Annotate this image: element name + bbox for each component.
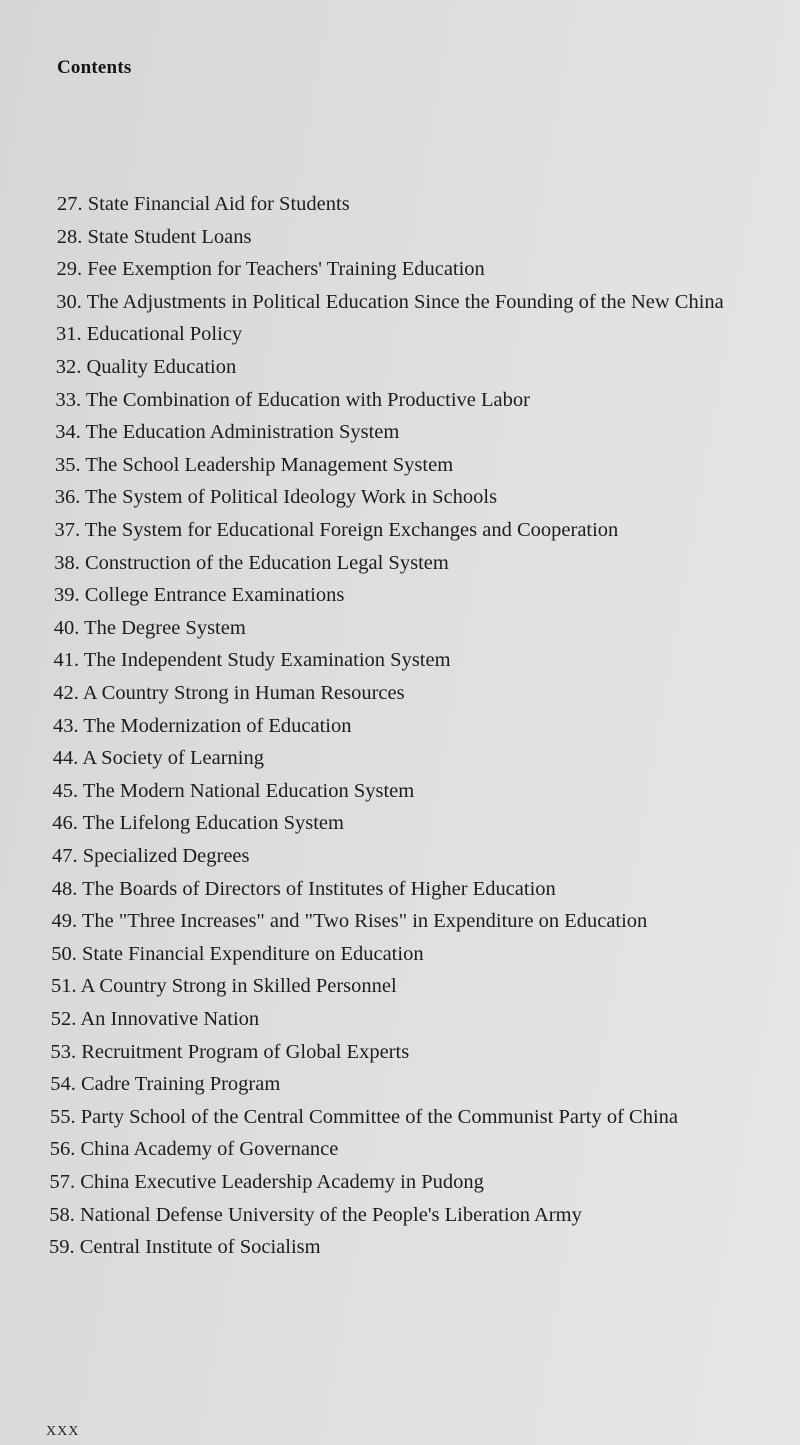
toc-entry: 45. The Modern National Education System (52, 779, 415, 802)
toc-entry: 50. State Financial Expenditure on Education (51, 942, 424, 965)
toc-entry: 46. The Lifelong Education System (52, 812, 344, 835)
toc-entry: 47. Specialized Degrees (52, 845, 250, 867)
toc-entry: 31. Educational Policy (56, 323, 243, 346)
toc-entry: 54. Cadre Training Program (50, 1073, 281, 1096)
toc-entry: 53. Recruitment Program of Global Experts (50, 1040, 410, 1063)
page-number: XXX (46, 1424, 80, 1439)
toc-entry: 33. The Combination of Education with Productive Labor (55, 388, 530, 411)
toc-entry: 57. China Executive Leadership Academy in Pudong (49, 1171, 484, 1193)
toc-entry: 35. The School Leadership Management System (55, 453, 454, 476)
toc-entry: 28. State Student Loans (56, 225, 252, 248)
toc-entry: 30. The Adjustments in Political Education Since the Founding of the New China (56, 290, 724, 313)
page-title: Contents (57, 57, 132, 78)
toc-entry: 52. An Innovative Nation (50, 1008, 260, 1030)
toc-entry: 42. A Country Strong in Human Resources (53, 682, 405, 704)
toc-entry: 39. College Entrance Examinations (54, 584, 345, 607)
toc-entry: 27. State Financial Aid for Students (57, 193, 350, 215)
toc-entry: 38. Construction of the Education Legal System (54, 551, 449, 574)
toc-entry: 41. The Independent Study Examination System (53, 649, 451, 672)
toc-entry: 32. Quality Education (55, 356, 237, 378)
toc-entry: 58. National Defense University of the People's Liberation Army (49, 1203, 582, 1226)
toc-entry: 51. A Country Strong in Skilled Personnel (51, 975, 397, 998)
toc-entry: 34. The Education Administration System (55, 421, 400, 444)
toc-entry: 59. Central Institute of Socialism (49, 1236, 321, 1259)
toc-entry: 37. The System for Educational Foreign Exchanges and Cooperation (54, 519, 619, 541)
toc-entry: 43. The Modernization of Education (53, 714, 352, 737)
toc-entry: 44. A Society of Learning (52, 747, 264, 770)
toc-entry: 48. The Boards of Directors of Institutes of Higher Education (51, 877, 556, 900)
toc-entry: 40. The Degree System (53, 616, 246, 639)
toc-entry: 36. The System of Political Ideology Work in Schools (54, 486, 498, 509)
toc-entry: 49. The "Three Increases" and "Two Rises" in Expenditure on Education (51, 910, 648, 933)
toc-entry: 56. China Academy of Governance (49, 1138, 339, 1161)
toc-entry: 55. Party School of the Central Committee of the Communist Party of China (50, 1105, 679, 1128)
toc-entry: 29. Fee Exemption for Teachers' Training Education (56, 258, 485, 281)
